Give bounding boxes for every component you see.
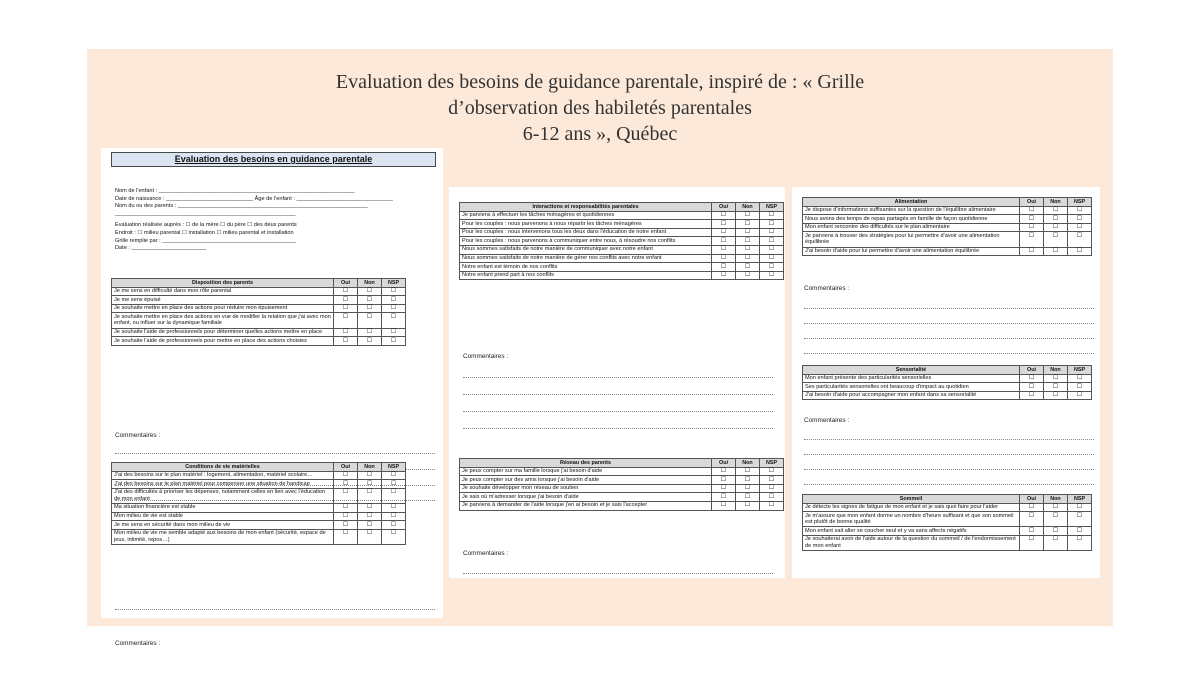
- question-text: J'ai besoin d'aide pour accompagner mon enfant dans sa sensorialité: [803, 391, 1020, 400]
- checkbox-non[interactable]: ☐: [1044, 512, 1068, 527]
- table-row: [803, 247, 1092, 256]
- checkbox-non[interactable]: ☐: [736, 493, 760, 502]
- question-text: Mon enfant sait aller se coucher seul et y va sans affects négatifs: [803, 527, 1020, 536]
- checkbox-nsp[interactable]: ☐: [760, 228, 784, 237]
- question-text: J'ai des besoins sur le plan matériel : logement, alimentation, matériel scolaire…: [112, 471, 334, 480]
- checkbox-nsp[interactable]: ☐: [382, 503, 406, 512]
- checkbox-oui[interactable]: ☐: [1020, 512, 1044, 527]
- question-text: Nous avons des temps de repas partagés en famille de façon quotidienne: [803, 215, 1020, 224]
- question-text: Notre enfant prend part à nos conflits: [460, 271, 712, 280]
- checkbox-oui[interactable]: ☐: [334, 328, 358, 337]
- checkbox-nsp[interactable]: ☐: [760, 476, 784, 485]
- checkbox-nsp[interactable]: ☐: [760, 271, 784, 280]
- table-row: [112, 503, 406, 512]
- table-row: [460, 263, 784, 272]
- checkbox-nsp[interactable]: ☐: [1068, 374, 1092, 383]
- sommeil-table: [802, 494, 1092, 551]
- section-title: Conditions de vie matérielles: [112, 463, 334, 472]
- question-text: Mon enfant présente des particularités sensorielles: [803, 374, 1020, 383]
- checkbox-oui[interactable]: ☐: [712, 228, 736, 237]
- checkbox-non[interactable]: ☐: [1044, 535, 1068, 550]
- column-header: Non: [358, 463, 382, 472]
- question-text: Je sais où m'adresser lorsque j'ai besoin d'aide: [460, 493, 712, 502]
- table-row: [460, 228, 784, 237]
- column-header: Oui: [334, 279, 358, 288]
- comments-label: Commentaires :: [804, 417, 850, 424]
- comment-line[interactable]: [115, 609, 435, 610]
- checkbox-non[interactable]: ☐: [736, 237, 760, 246]
- form-page-3: [792, 187, 1100, 578]
- checkbox-oui[interactable]: ☐: [334, 296, 358, 305]
- checkbox-nsp[interactable]: ☐: [760, 467, 784, 476]
- comment-line[interactable]: [115, 453, 435, 454]
- comment-line[interactable]: [463, 411, 773, 412]
- checkbox-nsp[interactable]: ☐: [760, 254, 784, 263]
- comments-label: Commentaires :: [463, 550, 509, 557]
- comment-line[interactable]: [804, 454, 1094, 455]
- question-text: Nous sommes satisfaits de notre manière de communiquer avec notre enfant: [460, 245, 712, 254]
- question-text: Je peux compter sur des amis lorsque j'ai besoin d'aide: [460, 476, 712, 485]
- question-text: Je souhaiterai avoir de l'aide autour de la question du sommeil / de l'endormissement de mon enfant: [803, 535, 1020, 550]
- comments-label: Commentaires :: [115, 640, 161, 647]
- checkbox-nsp[interactable]: ☐: [760, 484, 784, 493]
- checkbox-non[interactable]: ☐: [358, 313, 382, 328]
- question-text: Nous sommes satisfaits de notre manière de gérer nos conflits avec notre enfant: [460, 254, 712, 263]
- comment-line[interactable]: [463, 573, 773, 574]
- checkbox-nsp[interactable]: ☐: [382, 328, 406, 337]
- checkbox-oui[interactable]: ☐: [712, 493, 736, 502]
- comment-line[interactable]: [804, 469, 1094, 470]
- question-text: J'ai des besoins sur le plan matériel pour compenser une situation de handicap: [112, 480, 334, 489]
- checkbox-nsp[interactable]: ☐: [382, 512, 406, 521]
- question-text: Mon milieu de vie me semble adapté aux besoins de mon enfant (sécurité, espace de jeux, intimité, repos…): [112, 529, 334, 544]
- table-row: [460, 493, 784, 502]
- checkbox-oui[interactable]: ☐: [334, 337, 358, 346]
- comments-label: Commentaires :: [804, 285, 850, 292]
- form-header-text: Evaluation des besoins en guidance parentale: [174, 154, 373, 164]
- table-row: [803, 503, 1092, 512]
- checkbox-oui[interactable]: ☐: [1020, 383, 1044, 392]
- table-row: [803, 535, 1092, 550]
- checkbox-nsp[interactable]: ☐: [382, 337, 406, 346]
- table-header-row: [460, 203, 784, 212]
- checkbox-oui[interactable]: ☐: [1020, 232, 1044, 247]
- checkbox-non[interactable]: ☐: [1044, 374, 1068, 383]
- checkbox-nsp[interactable]: ☐: [760, 263, 784, 272]
- checkbox-oui[interactable]: ☐: [334, 313, 358, 328]
- checkbox-oui[interactable]: ☐: [712, 211, 736, 220]
- table-row: [803, 232, 1092, 247]
- checkbox-non[interactable]: ☐: [736, 263, 760, 272]
- question-text: J'ai besoin d'aide pour lui permettre d'avoir une alimentation équilibrée: [803, 247, 1020, 256]
- column-header: Non: [358, 279, 382, 288]
- question-text: Je dispose d'informations suffisantes sur la question de l'équilibre alimentaire: [803, 206, 1020, 215]
- checkbox-nsp[interactable]: ☐: [760, 245, 784, 254]
- question-text: J'ai des difficultés à prioriser les dépenses, notamment celles en lien avec l'éducation de mon enfant: [112, 488, 334, 503]
- comment-line[interactable]: [804, 484, 1094, 485]
- checkbox-oui[interactable]: ☐: [334, 287, 358, 296]
- table-row: [112, 488, 406, 503]
- question-text: Je souhaite l'aide de professionnels pour déterminer quelles actions mettre en place: [112, 328, 334, 337]
- checkbox-nsp[interactable]: ☐: [1068, 383, 1092, 392]
- question-text: Mon milieu de vie est stable: [112, 512, 334, 521]
- checkbox-nsp[interactable]: ☐: [1068, 391, 1092, 400]
- slide-title-line-1: Evaluation des besoins de guidance parentale, inspiré de : « Grille: [335, 71, 865, 93]
- comments-label: Commentaires :: [115, 432, 161, 439]
- table-header-row: [803, 198, 1092, 207]
- interactions-table: [459, 202, 784, 280]
- separator-line: __________________________________________________________: [115, 210, 296, 217]
- alimentation-table: [802, 197, 1092, 256]
- checkbox-non[interactable]: ☐: [736, 501, 760, 510]
- checkbox-non[interactable]: ☐: [358, 512, 382, 521]
- question-text: Pour les couples : nous parvenons à nous répartir les tâches ménagères: [460, 220, 712, 229]
- checkbox-oui[interactable]: ☐: [1020, 374, 1044, 383]
- checkbox-non[interactable]: ☐: [358, 296, 382, 305]
- table-header-row: [112, 463, 406, 472]
- checkbox-oui[interactable]: ☐: [1020, 215, 1044, 224]
- checkbox-nsp[interactable]: ☐: [760, 501, 784, 510]
- column-header: Oui: [1020, 495, 1044, 504]
- column-header: Oui: [1020, 366, 1044, 375]
- table-row: [460, 254, 784, 263]
- checkbox-non[interactable]: ☐: [358, 503, 382, 512]
- question-text: Je peux compter sur ma famille lorsque j'ai besoin d'aide: [460, 467, 712, 476]
- section-title: Sensorialité: [803, 366, 1020, 375]
- question-text: Je souhaite développer mon réseau de soutien: [460, 484, 712, 493]
- comment-line[interactable]: [804, 439, 1094, 440]
- table-row: [112, 287, 406, 296]
- table-row: [112, 512, 406, 521]
- question-text: Je me sens épuisé: [112, 296, 334, 305]
- checkbox-oui[interactable]: ☐: [712, 271, 736, 280]
- slide: [87, 49, 1113, 647]
- checkbox-nsp[interactable]: ☐: [1068, 247, 1092, 256]
- child-info-block: [115, 188, 415, 253]
- checkbox-non[interactable]: ☐: [358, 480, 382, 489]
- checkbox-nsp[interactable]: ☐: [1068, 206, 1092, 215]
- column-header: NSP: [1068, 198, 1092, 207]
- reseau-table: [459, 458, 784, 511]
- checkbox-oui[interactable]: ☐: [334, 471, 358, 480]
- table-row: [112, 480, 406, 489]
- table-row: [460, 484, 784, 493]
- question-text: Ma situation financière est stable: [112, 503, 334, 512]
- conditions-table: [111, 462, 406, 545]
- question-text: Je parviens à trouver des stratégies pour lui permettre d'avoir une alimentation équilibrée: [803, 232, 1020, 247]
- slide-title-line-3: 6-12 ans », Québec: [522, 123, 678, 145]
- column-header: Non: [1044, 366, 1068, 375]
- checkbox-nsp[interactable]: ☐: [382, 529, 406, 544]
- checkbox-nsp[interactable]: ☐: [1068, 512, 1092, 527]
- checkbox-nsp[interactable]: ☐: [382, 521, 406, 530]
- section-title: Interactions et responsabilités parentales: [460, 203, 712, 212]
- section-title: Alimentation: [803, 198, 1020, 207]
- table-row: [460, 237, 784, 246]
- table-row: [803, 383, 1092, 392]
- section-title: Réseau des parents: [460, 459, 712, 468]
- question-text: Je détecte les signes de fatigue de mon enfant et je sais quoi faire pour l'aider: [803, 503, 1020, 512]
- question-text: Ses particularités sensorielles ont beaucoup d'impact au quotidien: [803, 383, 1020, 392]
- table-row: [460, 211, 784, 220]
- table-header-row: [803, 495, 1092, 504]
- checkbox-oui[interactable]: ☐: [1020, 527, 1044, 536]
- table-header-row: [460, 459, 784, 468]
- checkbox-nsp[interactable]: ☐: [760, 237, 784, 246]
- checkbox-non[interactable]: ☐: [736, 271, 760, 280]
- checkbox-nsp[interactable]: ☐: [382, 304, 406, 313]
- checkbox-non[interactable]: ☐: [736, 467, 760, 476]
- checkbox-nsp[interactable]: ☐: [382, 296, 406, 305]
- column-header: NSP: [760, 203, 784, 212]
- checkbox-oui[interactable]: ☐: [712, 467, 736, 476]
- checkbox-oui[interactable]: ☐: [334, 512, 358, 521]
- checkbox-oui[interactable]: ☐: [712, 254, 736, 263]
- checkbox-non[interactable]: ☐: [1044, 527, 1068, 536]
- column-header: NSP: [760, 459, 784, 468]
- table-row: [803, 215, 1092, 224]
- form-header: [111, 152, 436, 167]
- table-row: [460, 501, 784, 510]
- comment-line[interactable]: [804, 323, 1094, 324]
- checkbox-non[interactable]: ☐: [1044, 391, 1068, 400]
- table-row: [460, 245, 784, 254]
- table-header-row: [803, 366, 1092, 375]
- slide-title-line-2: d’observation des habiletés parentales: [448, 97, 752, 119]
- table-row: [112, 328, 406, 337]
- table-row: [112, 304, 406, 313]
- checkbox-oui[interactable]: ☐: [712, 245, 736, 254]
- checkbox-nsp[interactable]: ☐: [382, 480, 406, 489]
- table-row: [112, 313, 406, 328]
- checkbox-oui[interactable]: ☐: [334, 480, 358, 489]
- checkbox-nsp[interactable]: ☐: [382, 313, 406, 328]
- question-text: Je souhaite mettre en place des actions en vue de modifier la relation que j'ai avec mon enfant, ou influer sur la dynamique familiale: [112, 313, 334, 328]
- column-header: NSP: [1068, 366, 1092, 375]
- checkbox-non[interactable]: ☐: [736, 484, 760, 493]
- checkbox-nsp[interactable]: ☐: [1068, 223, 1092, 232]
- checkbox-non[interactable]: ☐: [358, 287, 382, 296]
- slide-title: [87, 69, 1113, 147]
- checkbox-non[interactable]: ☐: [358, 328, 382, 337]
- checkbox-non[interactable]: ☐: [358, 529, 382, 544]
- checkbox-non[interactable]: ☐: [358, 304, 382, 313]
- question-text: Pour les couples : nous parvenons à communiquer entre nous, à résoudre nos conflits: [460, 237, 712, 246]
- question-text: Mon enfant rencontre des difficultés sur le plan alimentaire: [803, 223, 1020, 232]
- checkbox-oui[interactable]: ☐: [712, 220, 736, 229]
- child-name-field[interactable]: Nom de l'enfant : _______________________________________________________________: [115, 188, 355, 194]
- question-text: Notre enfant est témoin de nos conflits: [460, 263, 712, 272]
- checkbox-oui[interactable]: ☐: [712, 501, 736, 510]
- checkbox-nsp[interactable]: ☐: [1068, 527, 1092, 536]
- checkbox-non[interactable]: ☐: [736, 220, 760, 229]
- table-row: [803, 527, 1092, 536]
- birthdate-field[interactable]: Date de naissance : ____________________________ Âge de l'enfant : _______________________________: [115, 195, 393, 202]
- checkbox-non[interactable]: ☐: [736, 476, 760, 485]
- column-header: Non: [736, 459, 760, 468]
- checkbox-nsp[interactable]: ☐: [1068, 503, 1092, 512]
- table-row: [112, 471, 406, 480]
- section-title: Disposition des parents: [112, 279, 334, 288]
- checkbox-nsp[interactable]: ☐: [760, 493, 784, 502]
- form-page-2: [449, 187, 785, 578]
- table-header-row: [112, 279, 406, 288]
- sensorialite-table: [802, 365, 1092, 400]
- checkbox-oui[interactable]: ☐: [1020, 503, 1044, 512]
- checkbox-non[interactable]: ☐: [1044, 232, 1068, 247]
- checkbox-oui[interactable]: ☐: [712, 263, 736, 272]
- checkbox-oui[interactable]: ☐: [712, 484, 736, 493]
- checkbox-nsp[interactable]: ☐: [1068, 232, 1092, 247]
- comment-line[interactable]: [463, 428, 773, 429]
- checkbox-non[interactable]: ☐: [358, 488, 382, 503]
- checkbox-oui[interactable]: ☐: [1020, 391, 1044, 400]
- comment-line[interactable]: [804, 338, 1094, 339]
- column-header: NSP: [1068, 495, 1092, 504]
- checkbox-oui[interactable]: ☐: [334, 529, 358, 544]
- checkbox-non[interactable]: ☐: [1044, 503, 1068, 512]
- checkbox-oui[interactable]: ☐: [1020, 535, 1044, 550]
- column-header: NSP: [382, 463, 406, 472]
- checkbox-non[interactable]: ☐: [1044, 215, 1068, 224]
- question-text: Je parviens à effectuer les tâches ménagères et quotidiennes: [460, 211, 712, 220]
- checkbox-nsp[interactable]: ☐: [760, 211, 784, 220]
- checkbox-nsp[interactable]: ☐: [382, 287, 406, 296]
- checkbox-non[interactable]: ☐: [736, 254, 760, 263]
- section-title: Sommeil: [803, 495, 1020, 504]
- table-row: [803, 391, 1092, 400]
- checkbox-nsp[interactable]: ☐: [1068, 215, 1092, 224]
- checkbox-nsp[interactable]: ☐: [760, 220, 784, 229]
- column-header: Oui: [1020, 198, 1044, 207]
- question-text: Pour les couples : nous intervenons tous les deux dans l'éducation de notre enfant: [460, 228, 712, 237]
- checkbox-non[interactable]: ☐: [1044, 247, 1068, 256]
- question-text: Je souhaite mettre en place des actions pour réduire mon épuisement: [112, 304, 334, 313]
- checkbox-oui[interactable]: ☐: [334, 503, 358, 512]
- checkbox-non[interactable]: ☐: [1044, 383, 1068, 392]
- checkbox-non[interactable]: ☐: [736, 228, 760, 237]
- checkbox-non[interactable]: ☐: [358, 471, 382, 480]
- checkbox-oui[interactable]: ☐: [712, 237, 736, 246]
- parents-name-field[interactable]: Nom du ou des parents : _____________________________________________________________: [115, 203, 368, 210]
- checkbox-oui[interactable]: ☐: [1020, 206, 1044, 215]
- checkbox-non[interactable]: ☐: [1044, 206, 1068, 215]
- comment-line[interactable]: [463, 394, 773, 395]
- column-header: Oui: [712, 203, 736, 212]
- checkbox-non[interactable]: ☐: [358, 337, 382, 346]
- table-row: [803, 512, 1092, 527]
- question-text: Je me sens en sécurité dans mon milieu de vie: [112, 521, 334, 530]
- question-text: Je parviens à demander de l'aide lorsque j'en ai besoin et je sais l'accepter: [460, 501, 712, 510]
- column-header: Non: [736, 203, 760, 212]
- table-row: [460, 220, 784, 229]
- checkbox-nsp[interactable]: ☐: [382, 471, 406, 480]
- checkbox-oui[interactable]: ☐: [334, 488, 358, 503]
- checkbox-oui[interactable]: ☐: [1020, 223, 1044, 232]
- date-field[interactable]: Date : ________________________: [115, 245, 207, 252]
- checkbox-oui[interactable]: ☐: [1020, 247, 1044, 256]
- checkbox-oui[interactable]: ☐: [334, 304, 358, 313]
- checkbox-non[interactable]: ☐: [1044, 223, 1068, 232]
- table-row: [112, 521, 406, 530]
- table-row: [460, 271, 784, 280]
- checkbox-nsp[interactable]: ☐: [382, 488, 406, 503]
- question-text: Je me sens en difficulté dans mon rôle parental: [112, 287, 334, 296]
- column-header: Oui: [712, 459, 736, 468]
- checkbox-oui[interactable]: ☐: [712, 476, 736, 485]
- checkbox-non[interactable]: ☐: [736, 245, 760, 254]
- comment-line[interactable]: [804, 308, 1094, 309]
- table-row: [460, 467, 784, 476]
- checkbox-non[interactable]: ☐: [358, 521, 382, 530]
- column-header: Oui: [334, 463, 358, 472]
- table-row: [112, 529, 406, 544]
- comment-line[interactable]: [804, 353, 1094, 354]
- table-row: [803, 223, 1092, 232]
- column-header: NSP: [382, 279, 406, 288]
- checkbox-non[interactable]: ☐: [736, 211, 760, 220]
- column-header: Non: [1044, 495, 1068, 504]
- table-row: [460, 476, 784, 485]
- question-text: Je souhaite l'aide de professionnels pour mettre en place des actions choisies: [112, 337, 334, 346]
- comments-label: Commentaires :: [463, 353, 509, 360]
- disposition-table: [111, 278, 406, 346]
- location-options[interactable]: Endroit : ☐ milieu parental ☐ installation ☐ milieu parental et installation: [115, 229, 294, 236]
- filled-by-field[interactable]: Grille remplie par : ___________________________________________: [115, 237, 297, 244]
- table-row: [803, 374, 1092, 383]
- form-page-1: [101, 148, 443, 647]
- table-row: [803, 206, 1092, 215]
- column-header: Non: [1044, 198, 1068, 207]
- question-text: Je m'assure que mon enfant dorme un nombre d'heure suffisant et que son sommeil est plutôt de bonne qualité: [803, 512, 1020, 527]
- table-row: [112, 296, 406, 305]
- comment-line[interactable]: [463, 377, 773, 378]
- checkbox-oui[interactable]: ☐: [334, 521, 358, 530]
- evaluation-target-options[interactable]: Evaluation réalisée auprès : ☐ de la mère ☐ du père ☐ des deux parents: [115, 222, 297, 229]
- checkbox-nsp[interactable]: ☐: [1068, 535, 1092, 550]
- table-row: [112, 337, 406, 346]
